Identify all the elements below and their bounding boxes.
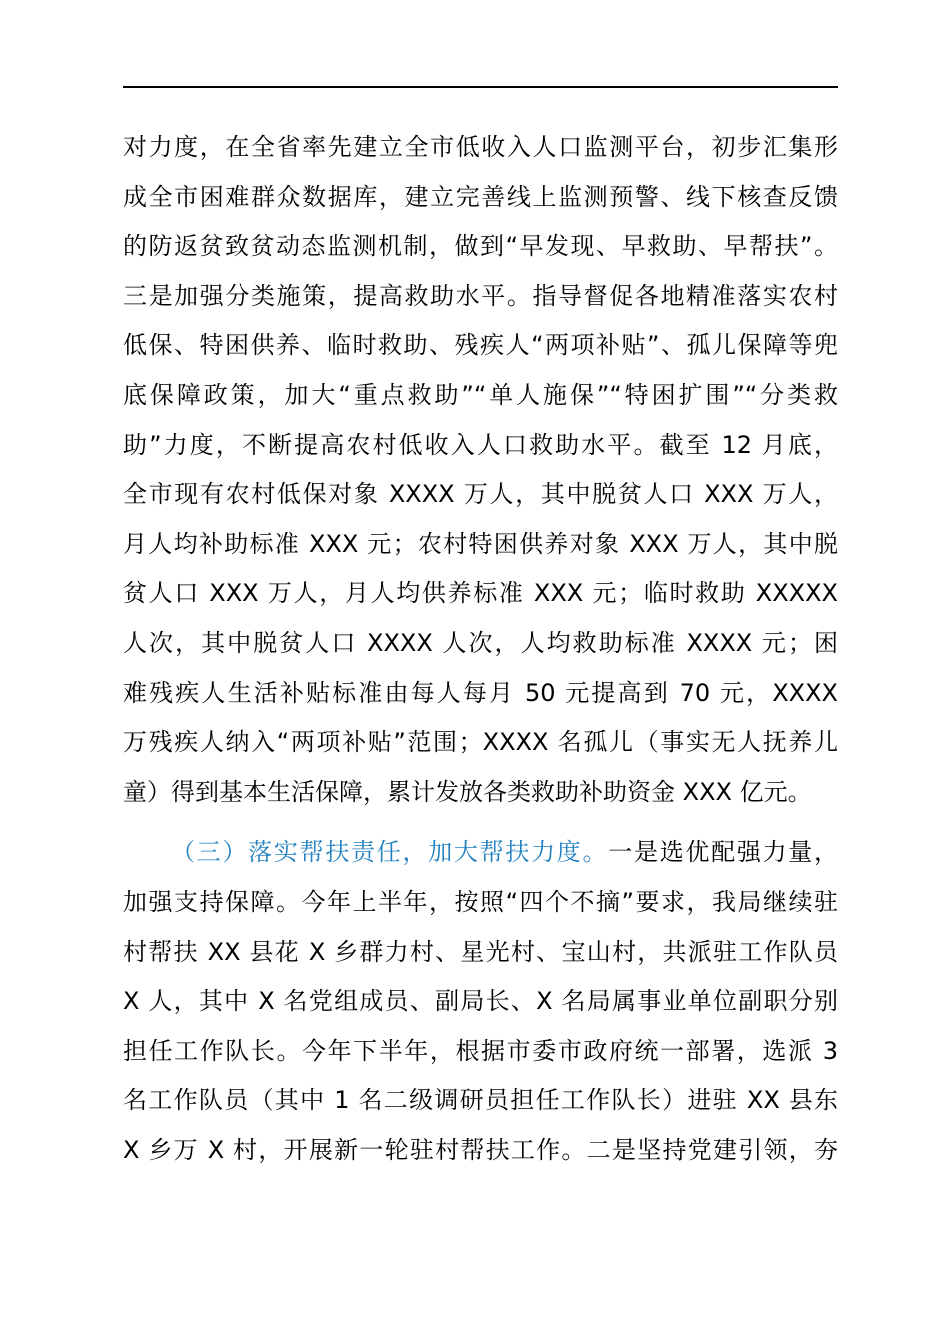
text-line: 名工作队员（其中 1 名二级调研员担任工作队长）进驻 XX 县东 <box>123 1086 838 1115</box>
text-line: 的防返贫致贫动态监测机制，做到“早发现、早救助、早帮扶”。 <box>123 232 838 261</box>
header-rule <box>123 86 838 88</box>
paragraph-2 <box>123 828 838 1175</box>
text-line: X 乡万 X 村，开展新一轮驻村帮扶工作。二是坚持党建引领，夯 <box>123 1135 838 1164</box>
text-line: 童）得到基本生活保障，累计发放各类救助补助资金 XXX 亿元。 <box>123 777 812 806</box>
text-line: 月人均补助标准 XXX 元；农村特困供养对象 XXX 万人，其中脱 <box>123 529 838 558</box>
document-body <box>123 123 838 1175</box>
text-line: 低保、特困供养、临时救助、残疾人“两项补贴”、孤儿保障等兜 <box>123 331 838 360</box>
text-line: 万残疾人纳入“两项补贴”范围；XXXX 名孤儿（事实无人抚养儿 <box>123 728 838 757</box>
text-line: X 人，其中 X 名党组成员、副局长、X 名局属事业单位副职分别 <box>123 987 838 1016</box>
text-line: 全市现有农村低保对象 XXXX 万人，其中脱贫人口 XXX 万人， <box>123 480 838 509</box>
text-line: 助”力度，不断提高农村低收入人口救助水平。截至 12 月底， <box>123 430 838 459</box>
text-run: 一是选优配强力量， <box>608 838 838 867</box>
text-line: 难残疾人生活补贴标准由每人每月 50 元提高到 70 元，XXXX <box>123 678 838 707</box>
text-line: 对力度，在全省率先建立全市低收入人口监测平台，初步汇集形 <box>123 133 838 161</box>
text-line: 成全市困难群众数据库，建立完善线上监测预警、线下核查反馈 <box>123 182 838 211</box>
text-line: 贫人口 XXX 万人，月人均供养标准 XXX 元；临时救助 XXXXX <box>123 579 838 608</box>
section-heading: （三）落实帮扶责任，加大帮扶力度。 <box>171 838 609 867</box>
section-heading-line <box>123 828 838 878</box>
text-line: 村帮扶 XX 县花 X 乡群力村、星光村、宝山村，共派驻工作队员 <box>123 937 838 966</box>
paragraph-1 <box>123 123 838 817</box>
text-line: 加强支持保障。今年上半年，按照“四个不摘”要求，我局继续驻 <box>123 887 838 916</box>
text-line: 三是加强分类施策，提高救助水平。指导督促各地精准落实农村 <box>123 281 838 310</box>
paragraph-spacing <box>123 817 838 828</box>
text-line: 底保障政策，加大“重点救助”“单人施保”“特困扩围”“分类救 <box>123 380 838 409</box>
text-line: 人次，其中脱贫人口 XXXX 人次，人均救助标准 XXXX 元；困 <box>123 628 838 657</box>
text-line: 担任工作队长。今年下半年，根据市委市政府统一部署，选派 3 <box>123 1036 838 1065</box>
